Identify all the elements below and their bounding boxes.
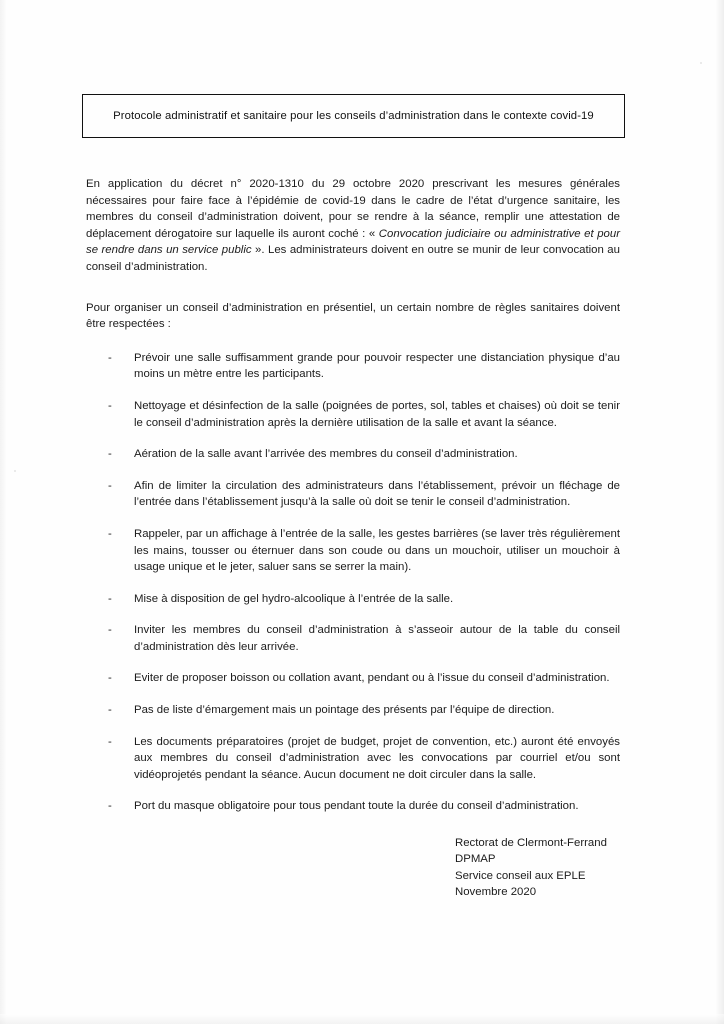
bullet-dash: - bbox=[108, 479, 112, 492]
list-item-text: Rappeler, par un affichage à l’entrée de la salle, les gestes barrières (se laver très régulièrement les mains, tousser ou éternuer dans son coude ou dans un mouchoir, utiliser un mouchoir à usage unique et le jeter, saluer sans se serrer la main). bbox=[134, 527, 620, 574]
lead-in-paragraph: Pour organiser un conseil d’administration en présentiel, un certain nombre de règles sanitaires doivent être respectées : bbox=[86, 301, 620, 331]
list-item-text: Port du masque obligatoire pour tous pendant toute la durée du conseil d’administration. bbox=[134, 800, 579, 813]
list-item bbox=[86, 734, 620, 784]
list-item-text: Nettoyage et désinfection de la salle (poignées de portes, sol, tables et chaises) où doit se tenir le conseil d’administration après la dernière utilisation de la salle et avant la séance. bbox=[134, 399, 620, 429]
scan-edge-right bbox=[715, 0, 724, 1024]
signature-line-date: Novembre 2020 bbox=[455, 886, 537, 899]
signature-line-organization: Rectorat de Clermont-Ferrand bbox=[455, 837, 607, 849]
document-title-box bbox=[82, 94, 625, 138]
spacer bbox=[86, 276, 620, 300]
signature-line-department: DPMAP bbox=[455, 853, 496, 866]
document-body bbox=[86, 176, 620, 830]
bullet-dash: - bbox=[108, 448, 112, 461]
list-item bbox=[86, 526, 620, 576]
bullet-dash: - bbox=[108, 527, 112, 540]
list-item-text: Les documents préparatoires (projet de budget, projet de convention, etc.) auront été envoyés aux membres du conseil d’administration avec les convocations par courriel et/ou sont vidéoprojetés pendant la séance. Aucun document ne doit circuler dans la salle. bbox=[134, 735, 620, 781]
scan-speck bbox=[14, 470, 16, 472]
list-item-text: Pas de liste d’émargement mais un pointage des présents par l’équipe de direction. bbox=[134, 704, 555, 717]
list-item bbox=[86, 670, 620, 687]
list-item-text: Eviter de proposer boisson ou collation avant, pendant ou à l’issue du conseil d’administration. bbox=[134, 672, 610, 685]
list-item bbox=[86, 591, 620, 608]
intro-text-part1: En application du décret n° 2020-1310 du 29 octobre 2020 prescrivant les mesures générales nécessaires pour faire face à l’épidémie de covid-19 dans le cadre de l’état d’urgence sanitaire, les membres du conseil d’administration doivent, pour se rendre à la séance, remplir une attestation de déplacement dérogatoire sur laquelle ils auront coché : « bbox=[86, 178, 620, 240]
list-item bbox=[86, 350, 620, 383]
list-item bbox=[86, 446, 620, 463]
list-item-text: Prévoir une salle suffisamment grande pour pouvoir respecter une distanciation physique d’au moins un mètre entre les participants. bbox=[134, 351, 620, 381]
bullet-dash: - bbox=[108, 735, 112, 748]
bullet-dash: - bbox=[108, 624, 112, 637]
spacer bbox=[86, 333, 620, 350]
bullet-dash: - bbox=[108, 704, 112, 717]
bullet-dash: - bbox=[108, 399, 112, 412]
bullet-dash: - bbox=[108, 672, 112, 685]
bullet-dash: - bbox=[108, 800, 112, 813]
signature-line-service: Service conseil aux EPLE bbox=[455, 869, 586, 882]
page-title: Protocole administratif et sanitaire pour les conseils d’administration dans le contexte covid-19 bbox=[113, 110, 594, 122]
signature-block bbox=[455, 835, 655, 901]
bullet-dash: - bbox=[108, 351, 112, 364]
list-item bbox=[86, 622, 620, 655]
scan-edge-bottom bbox=[0, 1014, 724, 1024]
intro-text-italic: Convocation judiciaire ou administrative et pour se rendre dans un service public bbox=[86, 227, 620, 257]
list-item-text: Inviter les membres du conseil d’administration à s’asseoir autour de la table du conseil d’administration dès leur arrivée. bbox=[134, 624, 620, 653]
list-item bbox=[86, 798, 620, 815]
list-item-text: Aération de la salle avant l’arrivée des membres du conseil d’administration. bbox=[134, 448, 518, 461]
list-item bbox=[86, 398, 620, 431]
intro-text-part2: ». Les administrateurs doivent en outre se munir de leur convocation au conseil d’administration. bbox=[86, 244, 620, 273]
list-item bbox=[86, 478, 620, 511]
bullet-dash: - bbox=[108, 592, 112, 605]
scan-edge-left bbox=[0, 0, 7, 1024]
intro-paragraph bbox=[86, 176, 620, 276]
list-item-text: Mise à disposition de gel hydro-alcoolique à l’entrée de la salle. bbox=[134, 592, 454, 605]
scan-speck bbox=[700, 62, 702, 64]
list-item bbox=[86, 702, 620, 719]
list-item-text: Afin de limiter la circulation des administrateurs dans l’établissement, prévoir un fléchage de l’entrée dans l’établissement jusqu’à la salle où doit se tenir le conseil d’administration. bbox=[134, 479, 620, 509]
rules-list bbox=[86, 350, 620, 815]
